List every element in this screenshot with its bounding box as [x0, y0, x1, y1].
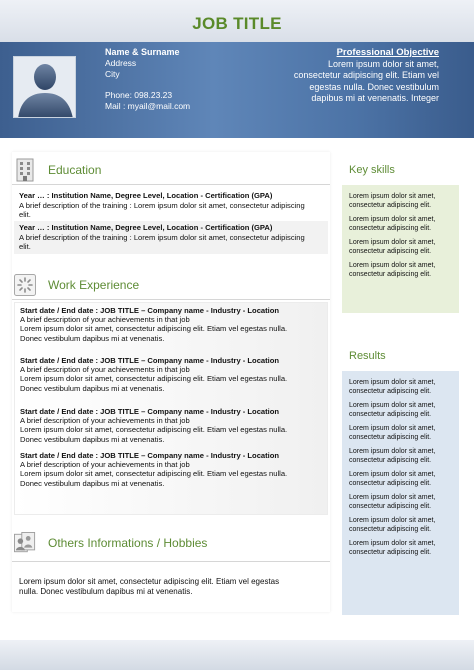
- list-item: [349, 238, 457, 256]
- work-entry-line: Donec vestibulum dapibus mi at venenatis.: [20, 434, 165, 444]
- work-entry-line: Donec vestibulum dapibus mi at venenatis.: [20, 478, 165, 488]
- education-entry-line: A brief description of the training : Lorem ipsum dolor sit amet, consectetur adipiscing: [19, 200, 305, 210]
- work-entry: [20, 407, 324, 444]
- list-item: [349, 493, 457, 511]
- list-item-line: Lorem ipsum dolor sit amet,: [349, 471, 436, 478]
- list-item-line: Lorem ipsum dolor sit amet,: [349, 239, 436, 246]
- email: Mail : myail@mail.com: [105, 101, 191, 111]
- objective-line: egestas nulla. Donec vestibulum: [309, 81, 439, 92]
- list-item-line: consectetur adipiscing elit.: [349, 434, 432, 441]
- work-entry-line: A brief description of your achievements in that job: [20, 315, 190, 325]
- list-item-line: Lorem ipsum dolor sit amet,: [349, 448, 436, 455]
- list-item: [349, 378, 457, 396]
- list-item-line: consectetur adipiscing elit.: [349, 549, 432, 556]
- header-banner: [0, 42, 474, 138]
- objective-line: consectetur adipiscing elit. Etiam vel: [293, 70, 439, 80]
- other-line: nulla. Donec vestibulum dapibus mi at venenatis.: [19, 587, 193, 596]
- loading-spinner-icon: [14, 273, 36, 297]
- results-title: Results: [349, 350, 386, 362]
- list-item-line: Lorem ipsum dolor sit amet,: [349, 425, 436, 432]
- work-entry-heading: Start date / End date : JOB TITLE – Company name - Industry - Location: [20, 306, 280, 315]
- building-icon: [14, 158, 36, 182]
- skills-list: [349, 192, 457, 284]
- education-entry-line: A brief description of the training : Lorem ipsum dolor sit amet, consectetur adipiscing: [19, 232, 305, 242]
- work-entry-heading: Start date / End date : JOB TITLE – Company name - Industry - Location: [20, 451, 280, 460]
- list-item-line: consectetur adipiscing elit.: [349, 503, 432, 510]
- list-item: [349, 401, 457, 419]
- list-item: [349, 192, 457, 210]
- skills-title: Key skills: [349, 164, 395, 176]
- work-divider: [12, 299, 330, 300]
- list-item: [349, 447, 457, 465]
- education-entry-heading: Year … : Institution Name, Degree Level, Location - Certification (GPA): [19, 191, 273, 200]
- list-item-line: consectetur adipiscing elit.: [349, 271, 432, 278]
- work-entry-line: A brief description of your achievements in that job: [20, 416, 190, 426]
- list-item-line: consectetur adipiscing elit.: [349, 411, 432, 418]
- contact-info: [105, 47, 190, 112]
- education-entry-heading: Year … : Institution Name, Degree Level, Location - Certification (GPA): [19, 223, 273, 232]
- education-entry-line: elit.: [19, 242, 31, 251]
- list-item-line: Lorem ipsum dolor sit amet,: [349, 262, 436, 269]
- skills-box: [342, 185, 459, 313]
- education-header: [14, 157, 101, 183]
- other-header: [14, 530, 207, 556]
- other-divider: [12, 561, 330, 562]
- person-silhouette-icon: [14, 57, 76, 118]
- list-item-line: Lorem ipsum dolor sit amet,: [349, 540, 436, 547]
- list-item-line: consectetur adipiscing elit.: [349, 480, 432, 487]
- people-group-icon: [14, 531, 36, 555]
- work-entry: [20, 451, 324, 488]
- other-line: Lorem ipsum dolor sit amet, consectetur adipiscing elit. Etiam vel egestas: [19, 577, 280, 586]
- list-item: [349, 261, 457, 279]
- city: City: [105, 69, 120, 79]
- list-item-line: Lorem ipsum dolor sit amet,: [349, 517, 436, 524]
- work-entry-line: Donec vestibulum dapibus mi at venenatis.: [20, 333, 165, 343]
- work-entry-line: A brief description of your achievements in that job: [20, 460, 190, 470]
- objective-title: Professional Objective: [336, 47, 439, 58]
- work-entry-heading: Start date / End date : JOB TITLE – Company name - Industry - Location: [20, 356, 280, 365]
- work-entry-line: Lorem ipsum dolor sit amet, consectetur adipiscing elit. Etiam vel egestas nulla.: [20, 374, 288, 384]
- work-entry-line: Lorem ipsum dolor sit amet, consectetur adipiscing elit. Etiam vel egestas nulla.: [20, 425, 288, 435]
- results-list: [349, 378, 457, 562]
- list-item: [349, 539, 457, 557]
- education-entry: [14, 221, 328, 254]
- list-item-line: consectetur adipiscing elit.: [349, 526, 432, 533]
- list-item-line: consectetur adipiscing elit.: [349, 248, 432, 255]
- education-divider: [12, 184, 330, 185]
- work-title: Work Experience: [48, 278, 140, 292]
- other-title: Others Informations / Hobbies: [48, 536, 208, 550]
- bottom-strip: [0, 640, 474, 670]
- list-item-line: Lorem ipsum dolor sit amet,: [349, 402, 436, 409]
- education-title: Education: [48, 163, 102, 177]
- work-entry-line: Donec vestibulum dapibus mi at venenatis.: [20, 383, 165, 393]
- list-item-line: Lorem ipsum dolor sit amet,: [349, 379, 436, 386]
- list-item-line: consectetur adipiscing elit.: [349, 202, 432, 209]
- work-entry: [20, 306, 324, 343]
- list-item-line: consectetur adipiscing elit.: [349, 225, 432, 232]
- profile-photo: [13, 56, 76, 118]
- results-box: [342, 371, 459, 615]
- other-description: [19, 577, 319, 597]
- list-item: [349, 470, 457, 488]
- job-title: JOB TITLE: [192, 14, 282, 33]
- education-entry-line: elit.: [19, 210, 31, 219]
- list-item-line: Lorem ipsum dolor sit amet,: [349, 193, 436, 200]
- work-entries: [14, 302, 328, 515]
- work-entry-line: Lorem ipsum dolor sit amet, consectetur adipiscing elit. Etiam vel egestas nulla.: [20, 469, 288, 479]
- address: Address: [105, 58, 137, 68]
- list-item: [349, 215, 457, 233]
- professional-objective: [239, 47, 439, 105]
- work-header: [14, 272, 139, 298]
- list-item-line: Lorem ipsum dolor sit amet,: [349, 216, 436, 223]
- work-entry: [20, 356, 324, 393]
- list-item-line: consectetur adipiscing elit.: [349, 457, 432, 464]
- list-item: [349, 424, 457, 442]
- phone: Phone: 098.23.23: [105, 90, 173, 100]
- work-entry-line: A brief description of your achievements in that job: [20, 365, 190, 375]
- work-entry-heading: Start date / End date : JOB TITLE – Company name - Industry - Location: [20, 407, 280, 416]
- full-name: Name & Surname: [105, 47, 180, 57]
- objective-line: Lorem ipsum dolor sit amet,: [327, 58, 439, 69]
- list-item-line: consectetur adipiscing elit.: [349, 388, 432, 395]
- work-entry-line: Lorem ipsum dolor sit amet, consectetur adipiscing elit. Etiam vel egestas nulla.: [20, 324, 288, 334]
- list-item-line: Lorem ipsum dolor sit amet,: [349, 494, 436, 501]
- list-item: [349, 516, 457, 534]
- objective-line: dapibus mi at venenatis. Integer: [311, 93, 439, 103]
- education-entry: [14, 189, 328, 222]
